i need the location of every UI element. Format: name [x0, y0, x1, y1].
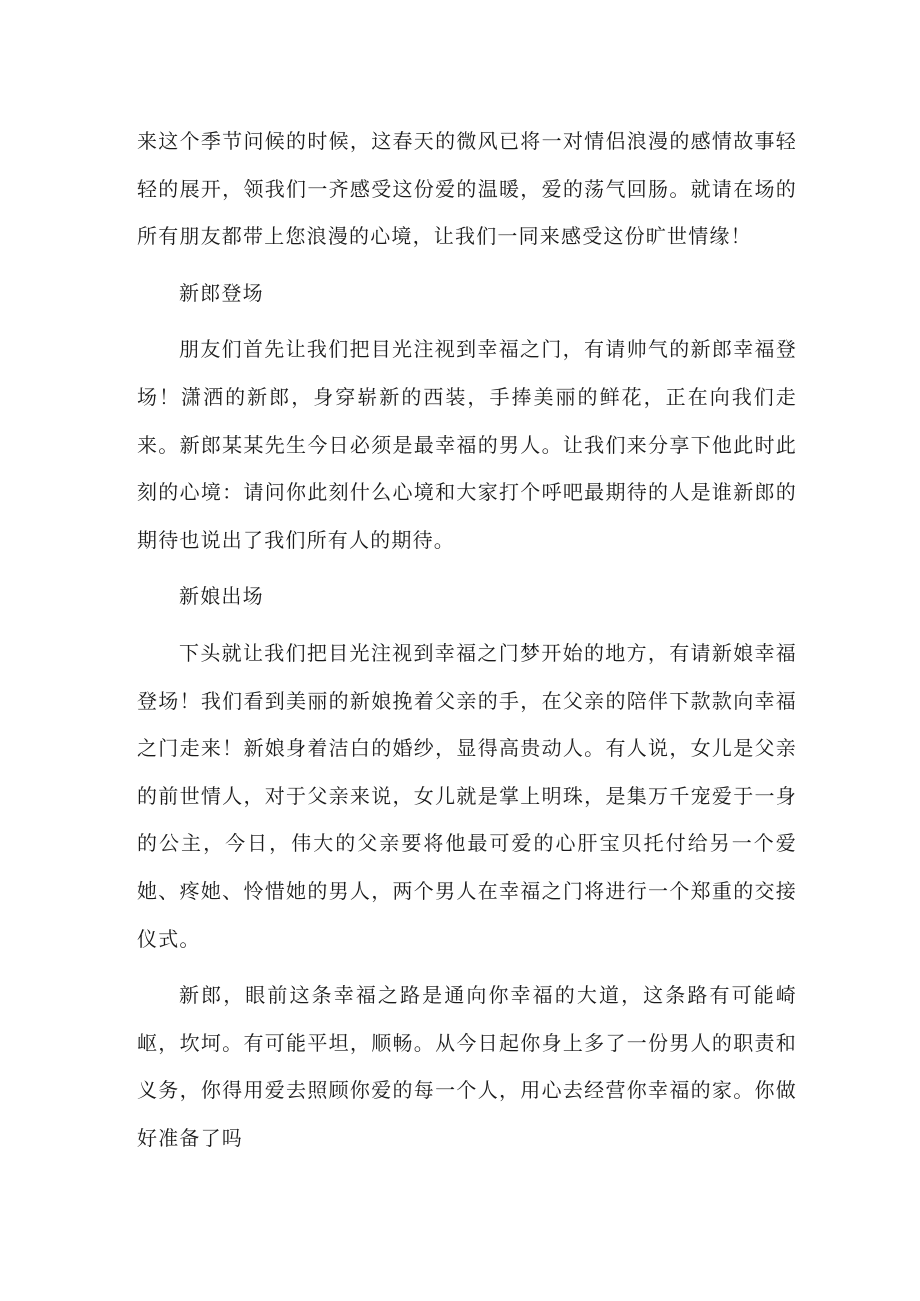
paragraph-bride-entrance: 下头就让我们把目光注视到幸福之门梦开始的地方，有请新娘幸福登场！我们看到美丽的新娘挽着父亲的手，在父亲的陪伴下款款向幸福之门走来！新娘身着洁白的婚纱，显得高贵动人。有人说，女儿是父亲的前世情人，对于父亲来说，女儿就是掌上明珠，是集万千宠爱于一身的公主，今日，伟大的父亲要将他最可爱的心肝宝贝托付给另一个爱她、疼她、怜惜她的男人，两个男人在幸福之门将进行一个郑重的交接仪式。: [137, 640, 797, 951]
paragraph-groom-entrance: 朋友们首先让我们把目光注视到幸福之门，有请帅气的新郎幸福登场！潇洒的新郎，身穿崭新的西装，手捧美丽的鲜花，正在向我们走来。新郎某某先生今日必须是最幸福的男人。让我们来分享下他此时此刻的心境：请问你此刻什么心境和大家打个呼吧最期待的人是谁新郎的期待也说出了我们所有人的期待。: [137, 337, 797, 552]
section-heading-bride: 新娘出场: [179, 584, 264, 609]
paragraph-groom-vow: 新郎，眼前这条幸福之路是通向你幸福的大道，这条路有可能崎岖，坎坷。有可能平坦，顺畅。从今日起你身上多了一份男人的职责和义务，你得用爱去照顾你爱的每一个人，用心去经营你幸福的家。你做好准备了吗: [137, 983, 797, 1150]
section-heading-groom: 新郎登场: [179, 280, 264, 305]
document-body: [137, 118, 797, 1171]
paragraph-opening: 来这个季节问候的时候，这春天的微风已将一对情侣浪漫的感情故事轻轻的展开，领我们一齐感受这份爱的温暖，爱的荡气回肠。就请在场的所有朋友都带上您浪漫的心境，让我们一同来感受这份旷世情缘！: [137, 129, 797, 249]
